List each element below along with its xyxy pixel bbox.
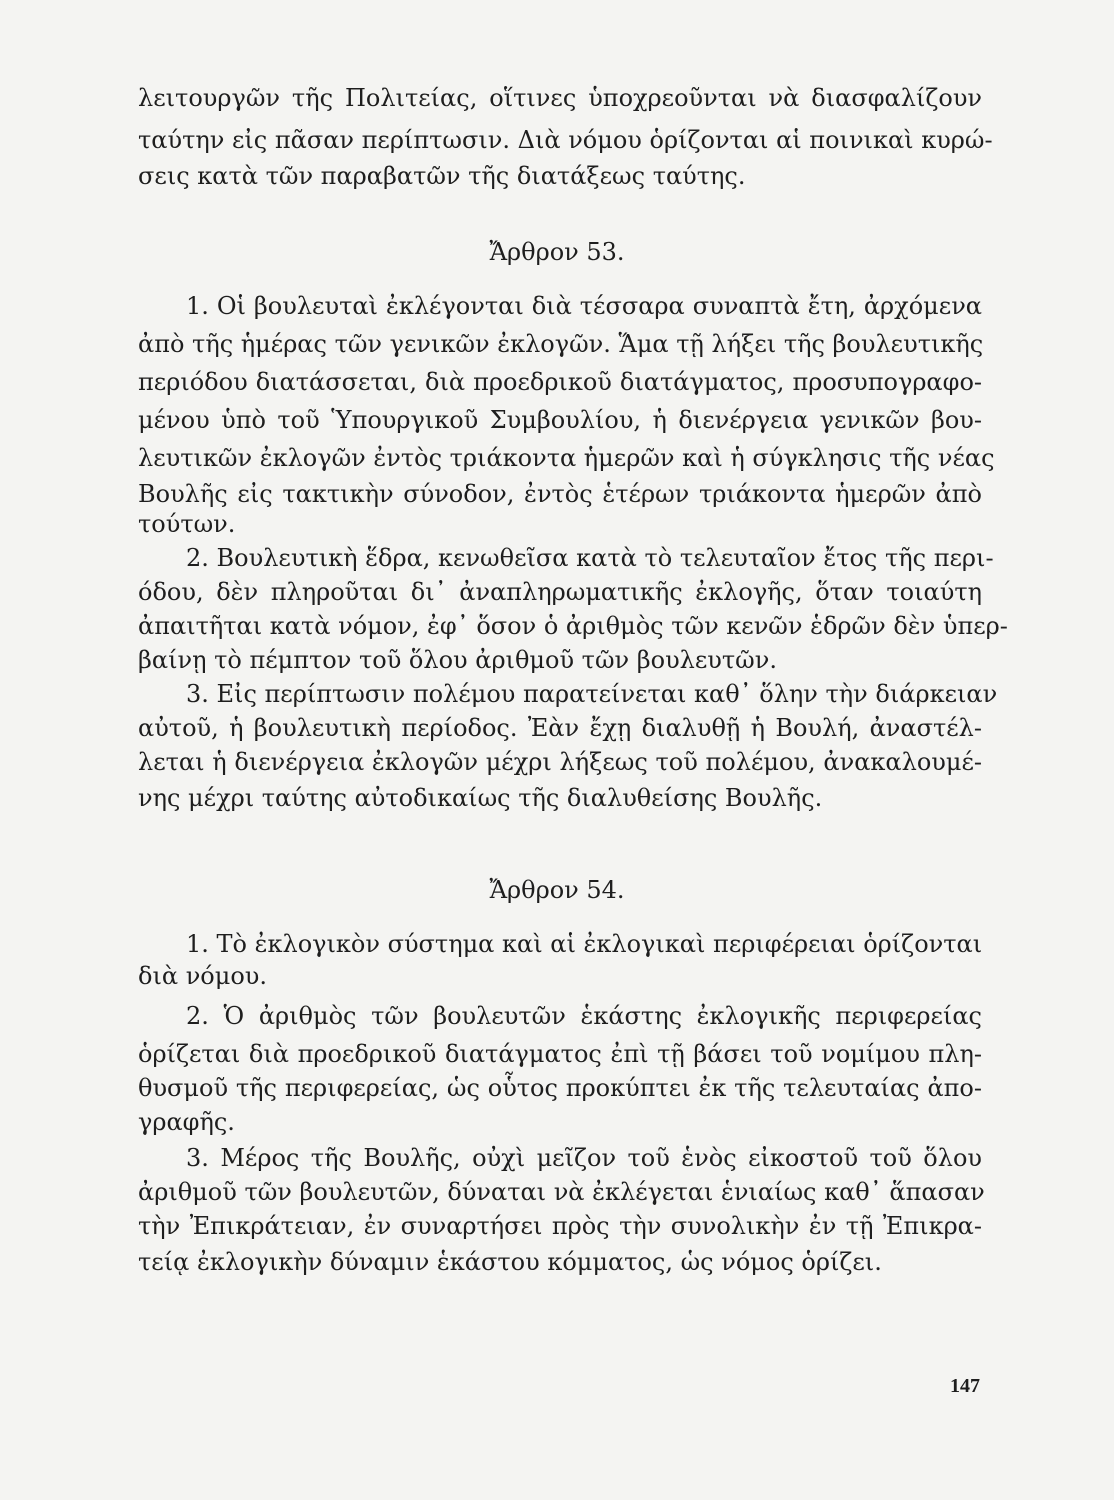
text-line: λευτικῶν ἐκλογῶν ἐντὸς τριάκοντα ἡμερῶν καὶ ἡ σύγκλησις τῆς νέας (138, 444, 995, 472)
text-line: 2. Ὁ ἀριθμὸς τῶν βουλευτῶν ἑκάστης ἐκλογικῆς περιφερείας (186, 1002, 982, 1030)
text-line: σεις κατὰ τῶν παραβατῶν τῆς διατάξεως ταύτης. (138, 162, 746, 190)
text-line: λεται ἡ διενέργεια ἐκλογῶν μέχρι λήξεως τοῦ πολέμου, ἀνακαλουμέ- (138, 748, 982, 776)
article-53-heading: Ἄρθρον 53. (489, 238, 625, 266)
text-line: λειτουργῶν τῆς Πολιτείας, οἵτινες ὑποχρεοῦνται νὰ διασφαλίζουν (138, 84, 982, 112)
page-number: 147 (950, 1375, 980, 1397)
text-line: 2. Βουλευτικὴ ἕδρα, κενωθεῖσα κατὰ τὸ τελευταῖον ἔτος τῆς περι- (186, 544, 994, 572)
text-line: όδου, δὲν πληροῦται δι᾽ ἀναπληρωματικῆς ἐκλογῆς, ὅταν τοιαύτη (138, 578, 982, 606)
text-line: βαίνῃ τὸ πέμπτον τοῦ ὅλου ἀριθμοῦ τῶν βουλευτῶν. (138, 646, 777, 674)
text-line: 1. Τὸ ἐκλογικὸν σύστημα καὶ αἱ ἐκλογικαὶ περιφέρειαι ὁρίζονται (186, 930, 983, 958)
text-line: 3. Μέρος τῆς Βουλῆς, οὐχὶ μεῖζον τοῦ ἑνὸς εἰκοστοῦ τοῦ ὅλου (186, 1144, 982, 1172)
text-line: τούτων. (138, 510, 236, 538)
text-line: ἀπὸ τῆς ἡμέρας τῶν γενικῶν ἐκλογῶν. Ἅμα τῇ λήξει τῆς βουλευτικῆς (138, 330, 984, 358)
article-54-heading: Ἄρθρον 54. (489, 876, 625, 904)
text-line: τείᾳ ἐκλογικὴν δύναμιν ἑκάστου κόμματος, ὡς νόμος ὁρίζει. (138, 1248, 882, 1276)
text-line: Βουλῆς εἰς τακτικὴν σύνοδον, ἐντὸς ἑτέρων τριάκοντα ἡμερῶν ἀπὸ (138, 480, 982, 508)
text-line: περιόδου διατάσσεται, διὰ προεδρικοῦ διατάγματος, προσυπογραφο- (138, 368, 982, 396)
text-line: ἀριθμοῦ τῶν βουλευτῶν, δύναται νὰ ἐκλέγεται ἑνιαίως καθ᾽ ἅπασαν (138, 1178, 985, 1206)
text-line: θυσμοῦ τῆς περιφερείας, ὡς οὗτος προκύπτει ἐκ τῆς τελευταίας ἀπο- (138, 1074, 982, 1102)
text-line: 1. Οἱ βουλευταὶ ἐκλέγονται διὰ τέσσαρα συναπτὰ ἔτη, ἀρχόμενα (186, 292, 982, 320)
text-line: διὰ νόμου. (138, 962, 267, 990)
text-line: ὁρίζεται διὰ προεδρικοῦ διατάγματος ἐπὶ τῇ βάσει τοῦ νομίμου πλη- (138, 1040, 982, 1068)
text-line: 3. Εἰς περίπτωσιν πολέμου παρατείνεται καθ᾽ ὅλην τὴν διάρκειαν (186, 680, 998, 708)
text-line: νης μέχρι ταύτης αὐτοδικαίως τῆς διαλυθείσης Βουλῆς. (138, 784, 823, 812)
text-line: ταύτην εἰς πᾶσαν περίπτωσιν. Διὰ νόμου ὁρίζονται αἱ ποινικαὶ κυρώ- (138, 126, 993, 154)
text-line: τὴν Ἐπικράτειαν, ἐν συναρτήσει πρὸς τὴν συνολικὴν ἐν τῇ Ἐπικρα- (138, 1212, 982, 1240)
text-line: μένου ὑπὸ τοῦ Ὑπουργικοῦ Συμβουλίου, ἡ διενέργεια γενικῶν βου- (138, 406, 982, 434)
text-line: γραφῆς. (138, 1108, 235, 1136)
text-line: ἀπαιτῆται κατὰ νόμον, ἐφ᾽ ὅσον ὁ ἀριθμὸς τῶν κενῶν ἑδρῶν δὲν ὑπερ- (138, 612, 1008, 640)
text-line: αὐτοῦ, ἡ βουλευτικὴ περίοδος. Ἐὰν ἔχῃ διαλυθῇ ἡ Βουλή, ἀναστέλ- (138, 714, 982, 742)
